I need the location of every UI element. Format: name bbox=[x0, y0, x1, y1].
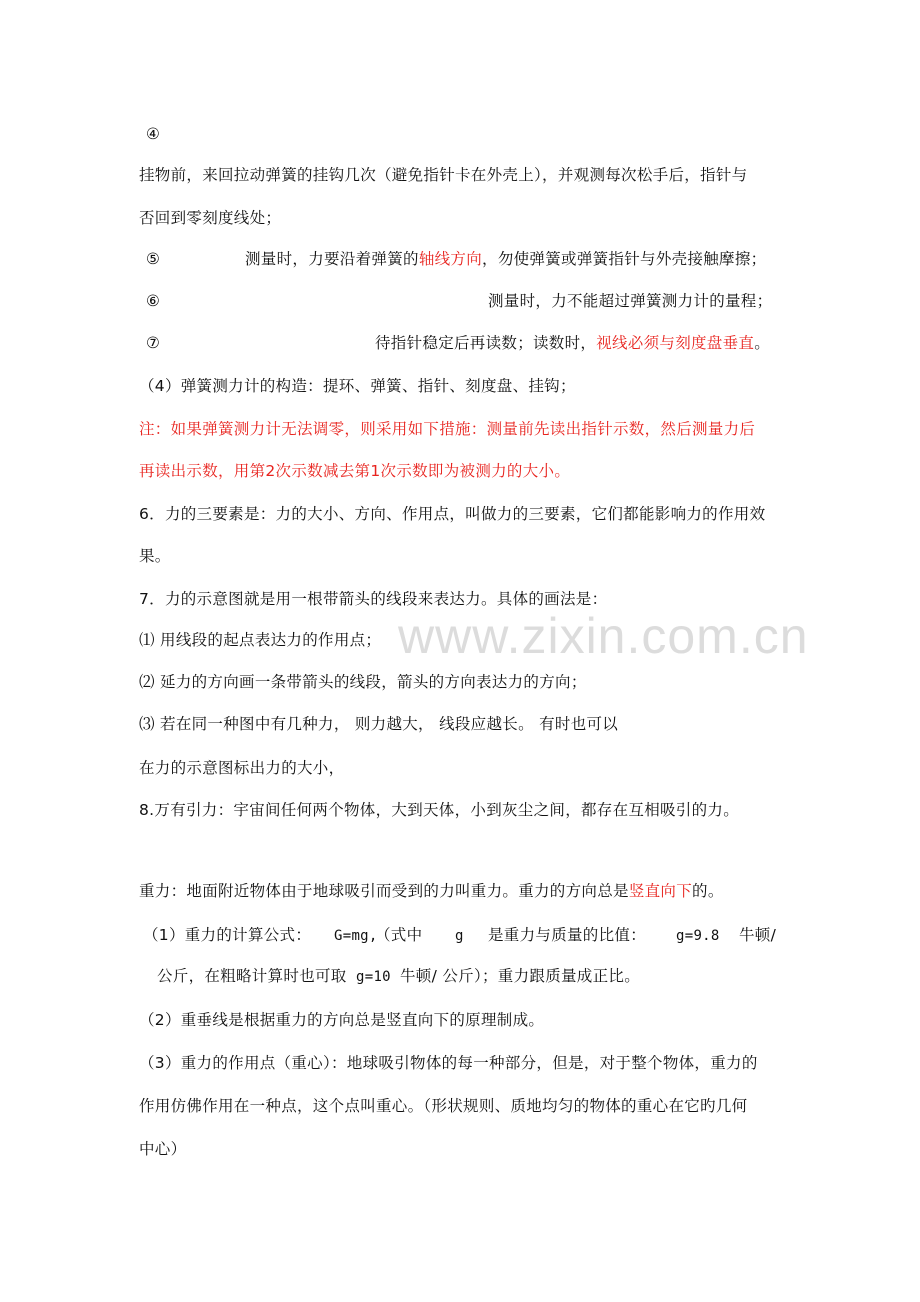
formula-variable: g bbox=[455, 928, 464, 944]
highlight-text: 竖直向下 bbox=[628, 882, 693, 900]
text-line: 中心） bbox=[139, 1140, 187, 1158]
text-segment: 重力：地面附近物体由于地球吸引而受到的力叫重力。重力的方向总是 bbox=[139, 882, 629, 900]
text-line: （4）弹簧测力计的构造：提环、弹簧、指针、刻度盘、挂钩； bbox=[139, 377, 576, 395]
text-segment: ，勿使弹簧或弹簧指针与外壳接触摩擦； bbox=[482, 250, 767, 268]
text-segment: 作用仿佛作用在一种点，这个点叫重心。（形状规则、质地均匀的物体的重心 bbox=[139, 1097, 669, 1115]
text-line: 在力的示意图标出力的大小， bbox=[139, 759, 345, 777]
text-segment: （1）重力的计算公式： bbox=[143, 926, 312, 944]
text-segment: 的。 bbox=[692, 882, 724, 900]
text-line: 果。 bbox=[139, 547, 171, 565]
text-line: （3）重力的作用点（重心）：地球吸引物体的每一种部分，但是，对于整个物体，重力的 bbox=[139, 1054, 758, 1072]
text-segment: 牛顿/ 公斤）；重力跟质量成正比。 bbox=[400, 967, 641, 985]
note-line: 再读出示数，用第2次示数减去第1次示数即为被测力的大小。 bbox=[139, 462, 571, 480]
text-segment: 在它旳几何 bbox=[668, 1097, 748, 1115]
text-line bbox=[139, 881, 724, 901]
formula: G=mg, bbox=[334, 928, 378, 944]
text-line bbox=[245, 249, 766, 269]
text-line: 测量时，力不能超过弹簧测力计的量程； bbox=[488, 292, 773, 310]
text-line: 8.万有引力：宇宙间任何两个物体，大到天体，小到灰尘之间，都存在互相吸引的力。 bbox=[139, 801, 739, 819]
text-line bbox=[375, 333, 770, 353]
text-segment: 牛顿/ bbox=[739, 926, 777, 944]
text-segment: 是重力与质量的比值： bbox=[488, 926, 647, 944]
text-line: ⑴ 用线段的起点表达力的作用点； bbox=[139, 631, 382, 649]
highlight-text: 轴线方向 bbox=[418, 250, 483, 268]
note-line: 注：如果弹簧测力计无法调零，则采用如下措施：测量前先读出指针示数，然后测量力后 bbox=[139, 420, 756, 438]
circled-number-5: ⑤ bbox=[146, 250, 161, 268]
watermark: www.zixin.com.cn bbox=[398, 608, 809, 664]
circled-number-6: ⑥ bbox=[146, 292, 161, 310]
text-segment: 测量时，力要沿着弹簧的 bbox=[245, 250, 419, 268]
formula-value: g=10 bbox=[356, 969, 391, 985]
text-line bbox=[139, 1096, 747, 1116]
text-segment: 待指针稳定后再读数；读数时， bbox=[375, 334, 597, 352]
text-segment: 公斤，在粗略计算时也可取 bbox=[157, 967, 347, 985]
text-segment: （式中 bbox=[375, 926, 423, 944]
text-line: ⑶ 若在同一种图中有几种力， 则力越大， 线段应越长。 有时也可以 bbox=[139, 715, 619, 733]
text-segment: 。 bbox=[754, 334, 771, 352]
text-line: ⑵ 延力的方向画一条带箭头的线段，箭头的方向表达力的方向； bbox=[139, 673, 587, 691]
text-line: 否回到零刻度线处； bbox=[139, 209, 282, 227]
circled-number-7: ⑦ bbox=[146, 334, 161, 352]
formula-value: g=9.8 bbox=[676, 928, 720, 944]
highlight-text: 视线必须与刻度盘垂直 bbox=[596, 334, 755, 352]
text-line: 挂物前，来回拉动弹簧的挂钩几次（避免指针卡在外壳上），并观测每次松手后，指针与 bbox=[139, 166, 748, 184]
circled-number-4: ④ bbox=[146, 125, 161, 143]
text-line: 7．力的示意图就是用一根带箭头的线段来表达力。具体的画法是： bbox=[139, 590, 608, 608]
text-line: （2）重垂线是根据重力的方向总是竖直向下的原理制成。 bbox=[139, 1011, 545, 1029]
text-line: 6．力的三要素是：力的大小、方向、作用点，叫做力的三要素，它们都能影响力的作用效 bbox=[139, 505, 766, 523]
